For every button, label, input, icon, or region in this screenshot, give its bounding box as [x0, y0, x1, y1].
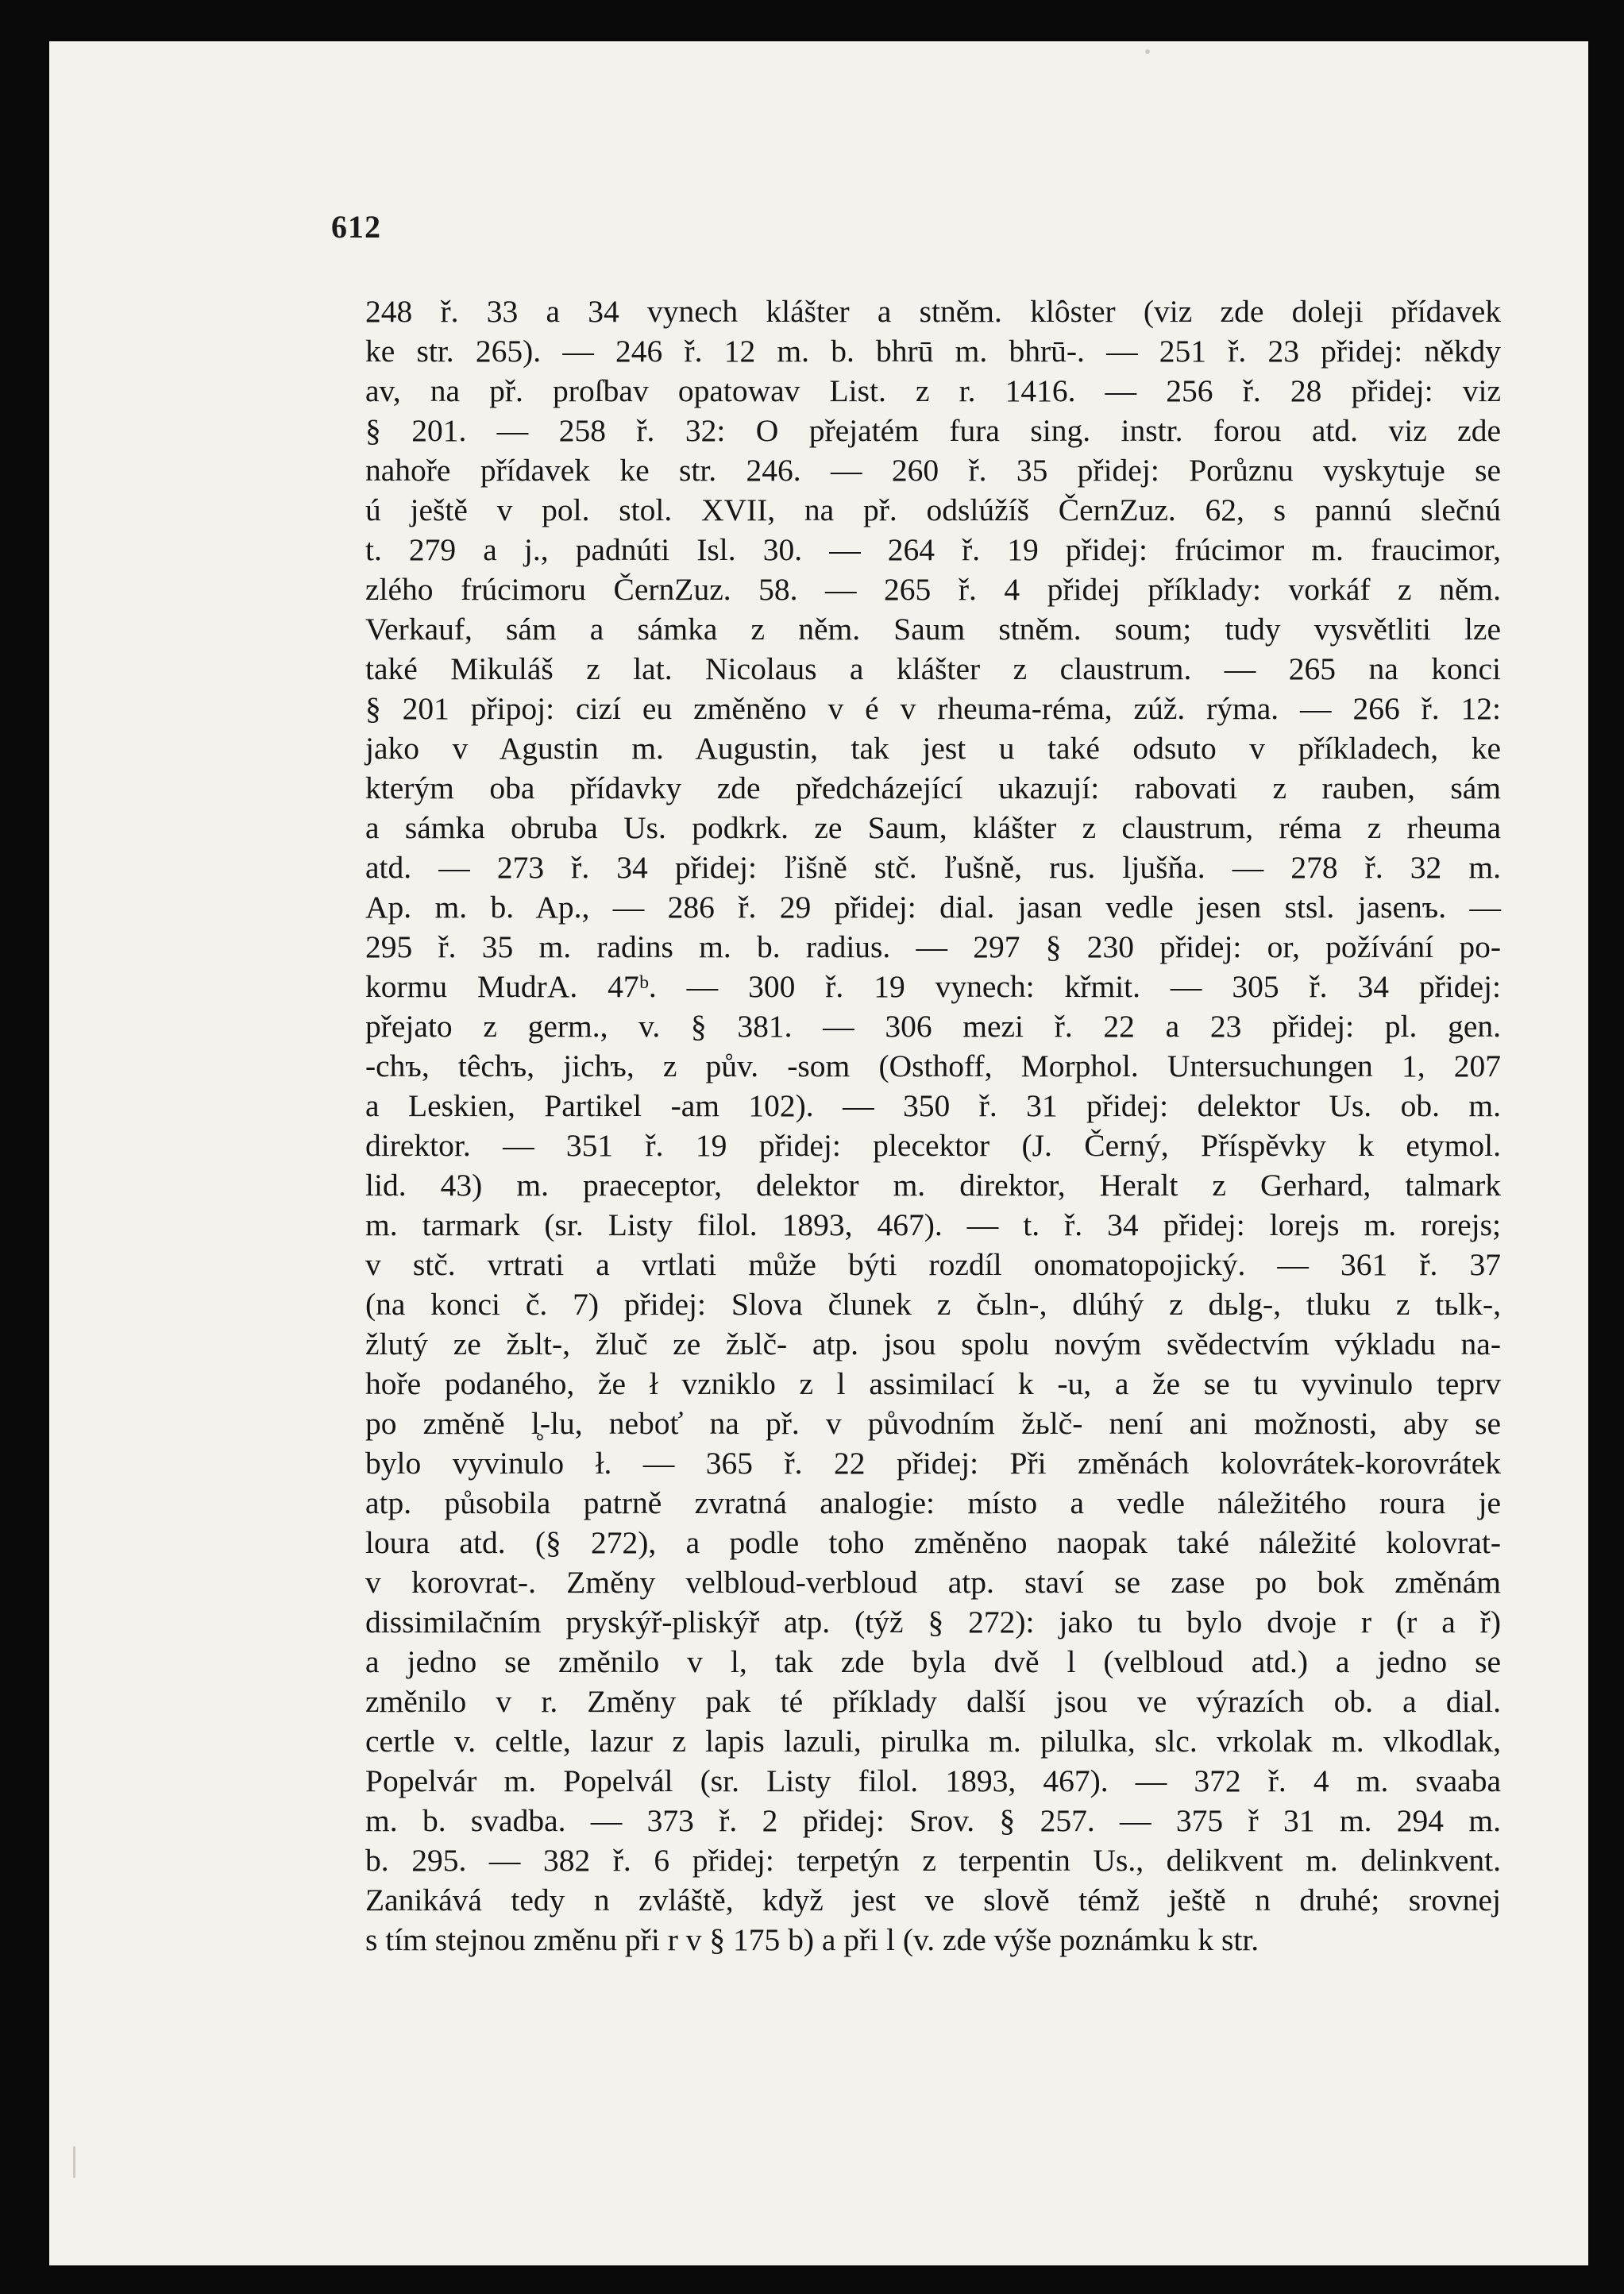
page-number: 612 — [331, 209, 381, 245]
scan-speck — [73, 2146, 75, 2178]
text-line: Zanikává tedy n zvláště, když jest ve slově témž ještě n druhé; srovnej — [365, 1883, 1501, 1917]
text-line: hoře podaného, že ł vzniklo z l assimilací k -u, a že se tu vyvinulo teprv — [365, 1366, 1501, 1401]
text-line: atp. působila patrně zvratná analogie: místo a vedle náležitého roura je — [365, 1485, 1501, 1520]
text-line: bylo vyvinulo ł. — 365 ř. 22 přidej: Při změnách kolovrátek-korovrátek — [365, 1446, 1501, 1481]
text-line: loura atd. (§ 272), a podle toho změněno naopak také náležité kolovrat- — [365, 1525, 1501, 1560]
text-line: jako v Agustin m. Augustin, tak jest u také odsuto v příkladech, ke — [365, 731, 1501, 766]
text-line: v korovrat-. Změny velbloud-verbloud atp. staví se zase po bok změnám — [365, 1565, 1501, 1600]
text-line: a sámka obruba Us. podkrk. ze Saum, klášter z claustrum, réma z rheuma — [365, 810, 1501, 845]
text-line: certle v. celtle, lazur z lapis lazuli, pirulka m. pilulka, slc. vrkolak m. vlkodlak, — [365, 1724, 1501, 1759]
text-line: dissimilačním pryskýř-pliskýř atp. (týž § 272): jako tu bylo dvoje r (r a ř) — [365, 1605, 1501, 1639]
text-line: také Mikuláš z lat. Nicolaus a klášter z claustrum. — 265 na konci — [365, 651, 1501, 686]
text-line: a jedno se změnilo v l, tak zde byla dvě l (velblоud atd.) a jedno se — [365, 1644, 1501, 1679]
text-line: lid. 43) m. praeceptor, delektor m. direktor, Heralt z Gerhard, talmark — [365, 1168, 1501, 1203]
text-line: ke str. 265). — 246 ř. 12 m. b. bhrū m. bhrū-. — 251 ř. 23 přidej: někdy — [365, 334, 1501, 369]
text-line: m. b. svadba. — 373 ř. 2 přidej: Srov. § 257. — 375 ř 31 m. 294 m. — [365, 1803, 1501, 1838]
text-line: (na konci č. 7) přidej: Slova člunek z čьln-, dlúhý z dьlg-, tluku z tьlk-, — [365, 1287, 1501, 1322]
text-line: po změně l̥-lu, neboť na př. v původním žьlč- není ani možnosti, aby se — [365, 1406, 1501, 1441]
text-line: kterým oba přídavky zde předcházející ukazují: rabovati z rauben, sám — [365, 770, 1501, 805]
text-line: m. tarmark (sr. Listy filol. 1893, 467). — t. ř. 34 přidej: lorejs m. rorejs; — [365, 1207, 1501, 1242]
scan-speck — [1145, 49, 1150, 54]
text-line: s tím stejnou změnu při r v § 175 b) a při l (v. zde výše poznámku k str. — [365, 1922, 1259, 1957]
text-line: § 201. — 258 ř. 32: O přejatém fura sing. instr. forou atd. viz zde — [365, 413, 1501, 448]
text-line: 295 ř. 35 m. radins m. b. radius. — 297 § 230 přidej: or, požívání po- — [365, 929, 1501, 964]
text-line: v stč. vrtrati a vrtlati může býti rozdíl onomatopojický. — 361 ř. 37 — [365, 1247, 1501, 1282]
text-line: kormu MudrA. 47ᵇ. — 300 ř. 19 vynech: křmit. — 305 ř. 34 přidej: — [365, 969, 1501, 1004]
text-line: t. 279 a j., padnúti Isl. 30. — 264 ř. 19 přidej: frúcimor m. fraucimor, — [365, 532, 1501, 567]
text-line: žlutý ze žьlt-, žluč ze žьlč- atp. jsou spolu novým svědectvím výkladu na- — [365, 1327, 1501, 1361]
text-line: přejato z germ., v. § 381. — 306 mezi ř. 22 a 23 přidej: pl. gen. — [365, 1009, 1501, 1044]
text-line: b. 295. — 382 ř. 6 přidej: terpetýn z terpentin Us., delikvent m. delinkvent. — [365, 1843, 1501, 1878]
text-line: Verkauf, sám a sámka z něm. Saum stněm. soum; tudy vysvětliti lze — [365, 612, 1501, 647]
text-line: a Leskien, Partikel -am 102). — 350 ř. 31 přidej: delektor Us. ob. m. — [365, 1088, 1501, 1123]
text-line: 248 ř. 33 a 34 vynech klášter a stněm. klôster (viz zde doleji přídavek — [365, 294, 1501, 329]
text-line: av, na př. proſbav opatowav List. z r. 1416. — 256 ř. 28 přidej: viz — [365, 373, 1501, 408]
body-text — [365, 292, 1501, 1960]
text-line: zlého frúcimoru ČernZuz. 58. — 265 ř. 4 přidej příklady: vorkáf z něm. — [365, 572, 1501, 607]
text-line: nahoře přídavek ke str. 246. — 260 ř. 35 přidej: Porůznu vyskytuje se — [365, 453, 1501, 488]
text-line: -chъ, têchъ, jichъ, z pův. -som (Osthoff, Morphol. Untersuchungen 1, 207 — [365, 1049, 1501, 1083]
text-line: atd. — 273 ř. 34 přidej: ľišně stč. ľušně, rus. ljušňa. — 278 ř. 32 m. — [365, 850, 1501, 885]
text-line: Popelvár m. Popelvál (sr. Listy filol. 1893, 467). — 372 ř. 4 m. svaaba — [365, 1763, 1501, 1798]
text-line: ú ještě v pol. stol. XVII, na př. odslúžíš ČernZuz. 62, s pannú slečnú — [365, 492, 1501, 527]
scanned-page — [49, 41, 1588, 2265]
text-line: Ap. m. b. Ap., — 286 ř. 29 přidej: dial. jasan vedle jesen stsl. jasenъ. — — [365, 890, 1501, 925]
text-line: § 201 připoj: cizí eu změněno v é v rheuma-réma, zúž. rýma. — 266 ř. 12: — [365, 691, 1501, 726]
text-line: změnilo v r. Změny pak té příklady další jsou ve výrazích ob. a dial. — [365, 1684, 1501, 1719]
text-line: direktor. — 351 ř. 19 přidej: plecektor (J. Černý, Příspěvky k etymol. — [365, 1128, 1501, 1163]
